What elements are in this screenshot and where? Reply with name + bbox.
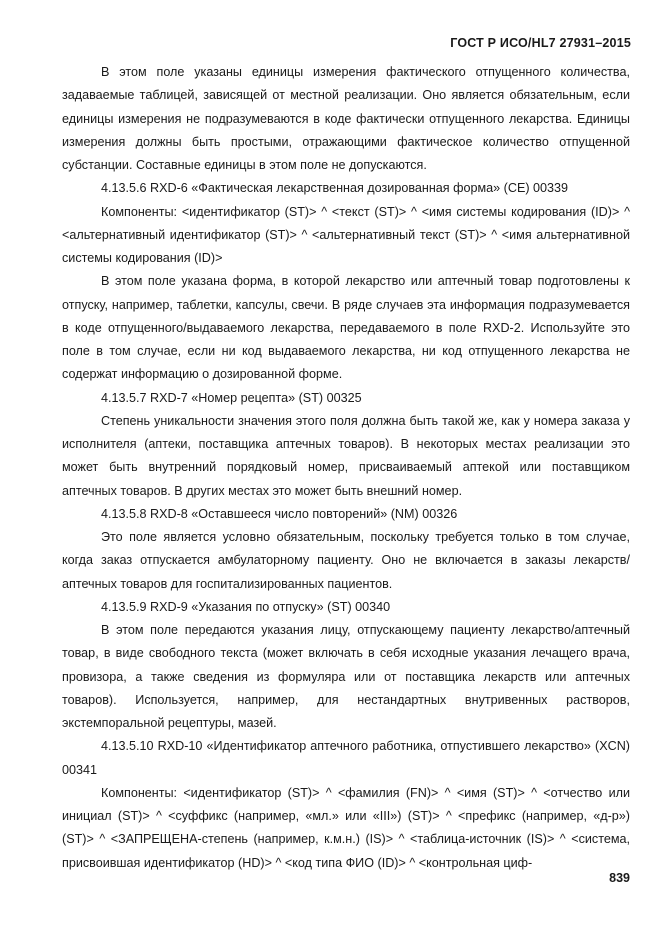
section-heading: 4.13.5.8 RXD-8 «Оставшееся число повторений» (NM) 00326	[101, 506, 458, 521]
section-heading: 4.13.5.7 RXD-7 «Номер рецепта» (ST) 00325	[101, 390, 362, 405]
section-heading: 4.13.5.6 RXD-6 «Фактическая лекарственная дозированная форма» (CE) 00339	[101, 181, 569, 196]
paragraph: Компоненты: <идентификатор (ST)> ^ <фамилия (FN)> ^ <имя (ST)> ^ <отчество или инициал (ST)> ^ <суффикс (например, «мл.» или «III») (ST)> ^ <префикс (например, «д-р») (ST)> ^ <ЗАПРЕЩЕНА-степень (например, к.м.н.) (IS)> ^ <таблица-источник (IS)> ^ <система, присвоившая идентификатор (HD)> ^ <код типа ФИО (ID)> ^ <контрольная циф-	[62, 785, 630, 870]
paragraph: В этом поле передаются указания лицу, отпускающему пациенту лекарство/аптечный товар, в виде свободного текста (может включать в себя исходные указания лечащего врача, провизора, а также сведения из формуляра или от поставщика лекарств или аптечных товаров). Используется, например, для нестандартных внутривенных растворов, экстемпоральной рецептуры, мазей.	[62, 623, 630, 730]
section-heading: 4.13.5.9 RXD-9 «Указания по отпуску» (ST) 00340	[101, 599, 391, 614]
body-text	[62, 61, 630, 875]
paragraph: Компоненты: <идентификатор (ST)> ^ <текст (ST)> ^ <имя системы кодирования (ID)> ^ <альтернативный идентификатор (ST)> ^ <альтернативный текст (ST)> ^ <имя альтернативной системы кодирования (ID)>	[62, 204, 630, 265]
section-heading: 4.13.5.10 RXD-10 «Идентификатор аптечного работника, отпустившего лекарство» (XCN) 00341	[62, 739, 630, 777]
paragraph: Это поле является условно обязательным, поскольку требуется только в том случае, когда заказ отпускается амбулаторному пациенту. Оно не включается в заказы лекарств/аптечных товаров для госпитализированных пациентов.	[62, 530, 630, 591]
page-number: 839	[609, 871, 630, 885]
document-header: ГОСТ Р ИСО/HL7 27931–2015	[450, 36, 631, 50]
paragraph: Степень уникальности значения этого поля должна быть такой же, как у номера заказа у исполнителя (аптеки, поставщика аптечных товаров). В некоторых местах реализации это может быть внутренний порядковый номер, присваиваемый аптекой или поставщиком аптечных товаров. В других местах это может быть внешний номер.	[62, 413, 630, 498]
paragraph: В этом поле указана форма, в которой лекарство или аптечный товар подготовлены к отпуску, например, таблетки, капсулы, свечи. В ряде случаев эта информация подразумевается в коде отпущенного/выдаваемого лекарства, передаваемого в поле RXD-2. Используйте это поле в том случае, если ни код выдаваемого лекарства, ни код отпущенного лекарства не содержат информацию о дозированной форме.	[62, 274, 630, 382]
paragraph: В этом поле указаны единицы измерения фактического отпущенного количества, задаваемые таблицей, зависящей от местной реализации. Оно является обязательным, если единицы измерения не подразумеваются в коде фактически отпущенного лекарства. Единицы измерения должны быть простыми, отражающими фактическое количество отпущенной субстанции. Составные единицы в этом поле не допускаются.	[62, 65, 630, 172]
